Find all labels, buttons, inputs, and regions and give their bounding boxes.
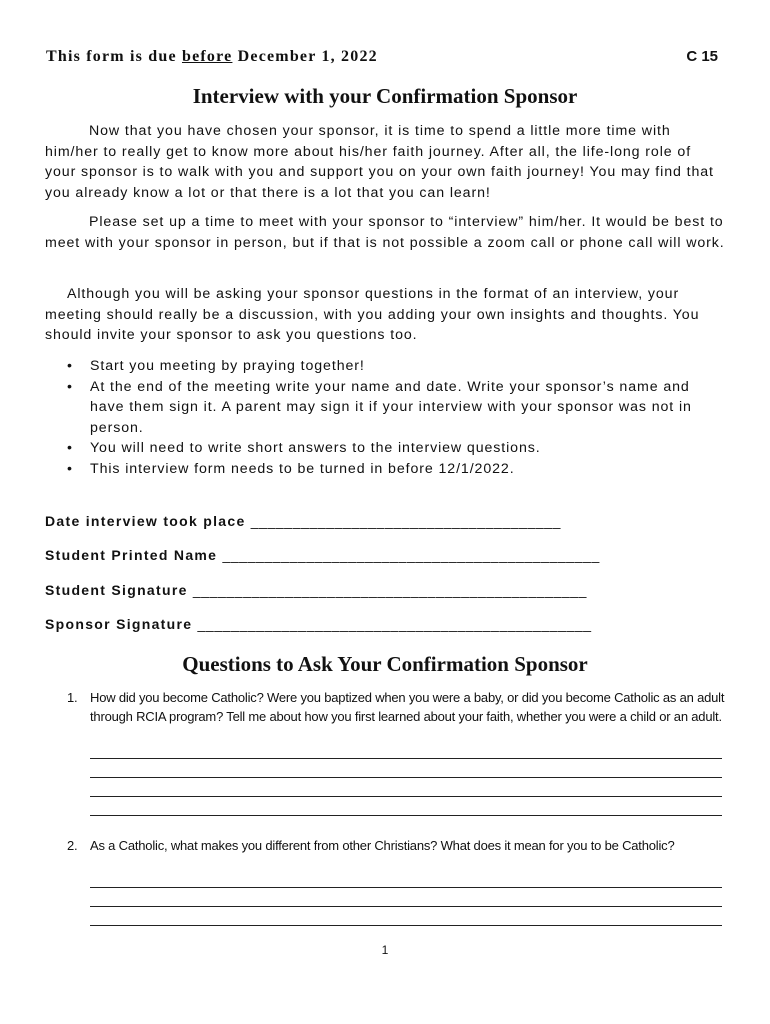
list-item-text: At the end of the meeting write your name and date. Write your sponsor’s name and have them sign it. A parent may sign it if your interview with your sponsor was not in person.: [90, 378, 692, 436]
field-label: Student Signature: [45, 582, 188, 598]
fill-in-line: _____________________________________________: [222, 547, 600, 563]
intro-paragraph-1: Now that you have chosen your sponsor, it is time to spend a little more time with him/her to really get to know more about his/her faith journey. After all, the life-long role of your sponsor is to walk with you and support you on your own faith journey! You may find that you already know a lot or that there is a lot that you can learn!: [45, 123, 714, 201]
answer-line[interactable]: [90, 815, 722, 816]
question-1: [67, 688, 727, 726]
answer-line[interactable]: [90, 758, 722, 759]
page-header: [46, 48, 718, 70]
instruction-list: [45, 356, 725, 479]
answer-line[interactable]: [90, 887, 722, 888]
answer-line[interactable]: [90, 906, 722, 907]
intro-paragraph-2: Please set up a time to meet with your sponsor to “interview” him/her. It would be best to meet with your sponsor in person, but if that is not possible a zoom call or phone call will work.: [45, 214, 725, 251]
list-item: [45, 459, 725, 480]
form-code: C 15: [686, 48, 718, 65]
answer-line[interactable]: [90, 925, 722, 926]
page-title: Interview with your Confirmation Sponsor: [192, 84, 578, 108]
intro-paragraph-3: Although you will be asking your sponsor questions in the format of an interview, your meeting should really be a discussion, with you adding your own insights and thoughts. You should invite your sponsor to ask you questions too.: [45, 286, 700, 343]
list-item: [45, 377, 725, 439]
fill-in-line: _______________________________________________: [197, 616, 592, 632]
question-text: How did you become Catholic? Were you baptized when you were a baby, or did you become Catholic as an adult through RCIA program? Tell me about how you first learned about your faith, whether you were a child or an adult.: [90, 690, 725, 724]
question-text: As a Catholic, what makes you different from other Christians? What does it mean for you to be Catholic?: [90, 838, 675, 853]
fill-in-line: _______________________________________________: [192, 582, 588, 598]
due-date: December 1, 2022: [237, 48, 378, 65]
answer-line[interactable]: [90, 796, 722, 797]
list-item-text: This interview form needs to be turned in before 12/1/2022.: [90, 460, 515, 477]
bullet-icon: •: [67, 378, 73, 395]
bullet-icon: •: [67, 358, 73, 374]
list-item: [45, 438, 725, 459]
field-label: Date interview took place: [45, 513, 246, 529]
date-interview-field[interactable]: [45, 513, 725, 529]
list-item-text: You will need to write short answers to the interview questions.: [90, 440, 541, 456]
due-underlined-word: before: [181, 48, 233, 65]
sponsor-signature-field[interactable]: [45, 616, 725, 632]
page-number: 1: [381, 943, 389, 957]
answer-line[interactable]: [90, 777, 722, 778]
field-label: Student Printed Name: [45, 547, 218, 563]
question-number: 1.: [67, 690, 78, 705]
questions-title: Questions to Ask Your Confirmation Sponsor: [182, 652, 588, 676]
question-number: 2.: [67, 838, 78, 853]
student-signature-field[interactable]: [45, 582, 725, 598]
bullet-icon: •: [67, 460, 73, 477]
list-item: [45, 356, 725, 377]
list-item-text: Start you meeting by praying together!: [90, 358, 365, 374]
student-printed-name-field[interactable]: [45, 547, 725, 563]
bullet-icon: •: [67, 440, 73, 456]
field-label: Sponsor Signature: [45, 616, 193, 632]
due-prefix: This form is due: [46, 48, 177, 65]
due-date-notice: [46, 48, 378, 66]
fill-in-line: _____________________________________: [250, 513, 562, 529]
question-2: [67, 836, 727, 855]
